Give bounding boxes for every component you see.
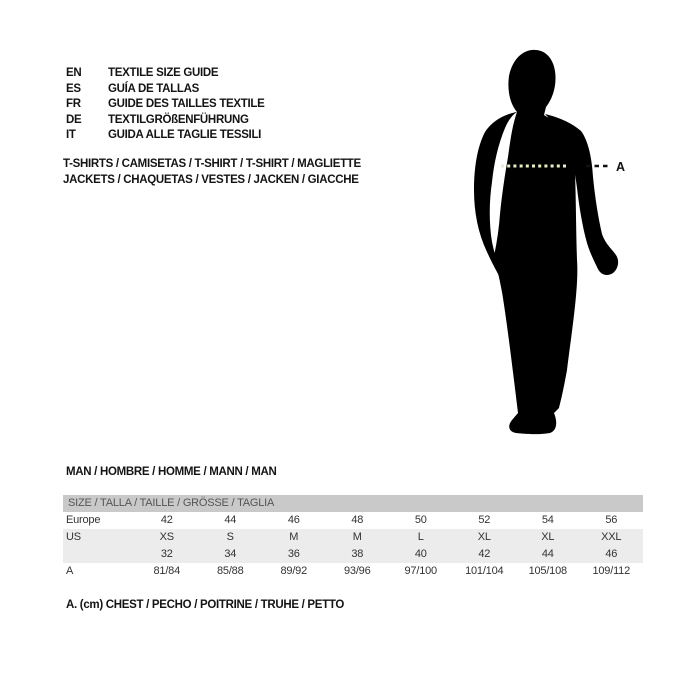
size-cell: 46 xyxy=(287,514,300,526)
size-cell: 42 xyxy=(160,514,173,526)
size-cell: 56 xyxy=(605,514,618,526)
language-label: GUÍA DE TALLAS xyxy=(108,82,199,95)
size-cell: L xyxy=(417,531,424,543)
size-cell: 109/112 xyxy=(592,565,631,577)
size-cell: 40 xyxy=(414,548,427,560)
man-silhouette xyxy=(430,45,630,445)
size-cell: 34 xyxy=(224,548,237,560)
language-label: GUIDE DES TAILLES TEXTILE xyxy=(108,98,265,110)
language-row xyxy=(66,113,265,129)
size-cell: 54 xyxy=(541,514,554,526)
row-label: US xyxy=(66,531,81,543)
size-cell: 50 xyxy=(414,514,427,526)
table-row-europe xyxy=(63,512,643,529)
size-cell: 97/100 xyxy=(404,565,437,577)
size-table-header: SIZE / TALLA / TAILLE / GRÖSSE / TAGLIA xyxy=(63,495,643,512)
language-label: GUIDA ALLE TAGLIE TESSILI xyxy=(108,129,262,141)
size-cell: 32 xyxy=(160,548,173,560)
size-cell: 89/92 xyxy=(280,565,308,577)
table-row-chest xyxy=(63,563,643,580)
product-line-jackets: JACKETS / CHAQUETAS / VESTES / JACKEN / GIACCHE xyxy=(63,173,359,186)
language-row xyxy=(66,97,265,113)
size-cell: 52 xyxy=(478,514,491,526)
size-cell: S xyxy=(226,531,234,543)
size-cell: 48 xyxy=(351,514,364,526)
language-list xyxy=(66,66,265,144)
table-row-numeric xyxy=(63,546,643,563)
size-cell: 85/88 xyxy=(216,565,244,577)
language-code: IT xyxy=(66,129,76,141)
size-cell: 38 xyxy=(351,548,364,560)
size-cell: XXL xyxy=(601,531,622,543)
language-label: TEXTILE SIZE GUIDE xyxy=(108,67,219,79)
size-cell: XL xyxy=(541,531,555,543)
size-cell: M xyxy=(352,531,362,543)
size-cell: 81/84 xyxy=(153,565,181,577)
size-cell: 44 xyxy=(541,548,554,560)
size-cell: 36 xyxy=(287,548,300,560)
size-cell: XL xyxy=(477,531,491,543)
size-cell: 42 xyxy=(478,548,491,560)
size-cell: 105/108 xyxy=(528,565,567,577)
language-code: ES xyxy=(66,82,81,95)
size-cell: 101/104 xyxy=(465,565,504,577)
product-line-tshirts: T-SHIRTS / CAMISETAS / T-SHIRT / T-SHIRT / MAGLIETTE xyxy=(63,158,361,170)
table-row-us xyxy=(63,529,643,546)
footnote: A. (cm) CHEST / PECHO / POITRINE / TRUHE / PETTO xyxy=(66,599,345,611)
language-row xyxy=(66,82,265,98)
size-cell: 93/96 xyxy=(343,565,371,577)
language-row xyxy=(66,66,265,82)
size-cell: M xyxy=(289,531,299,543)
language-label: TEXTILGRÖßENFÜHRUNG xyxy=(108,113,249,126)
row-label: A xyxy=(66,565,74,577)
product-types xyxy=(63,157,361,188)
size-cell: XS xyxy=(159,531,174,543)
row-label xyxy=(63,546,135,563)
size-table xyxy=(63,495,643,580)
row-label: Europe xyxy=(66,514,101,526)
language-code: EN xyxy=(66,67,82,79)
language-code: DE xyxy=(66,113,82,126)
measure-label: A xyxy=(616,160,626,174)
language-row xyxy=(66,128,265,144)
size-cell: 46 xyxy=(605,548,618,560)
body-shape xyxy=(494,50,577,434)
size-cell: 44 xyxy=(224,514,237,526)
man-figure xyxy=(430,45,630,445)
section-title: MAN / HOMBRE / HOMME / MANN / MAN xyxy=(66,466,277,478)
language-code: FR xyxy=(66,98,81,110)
